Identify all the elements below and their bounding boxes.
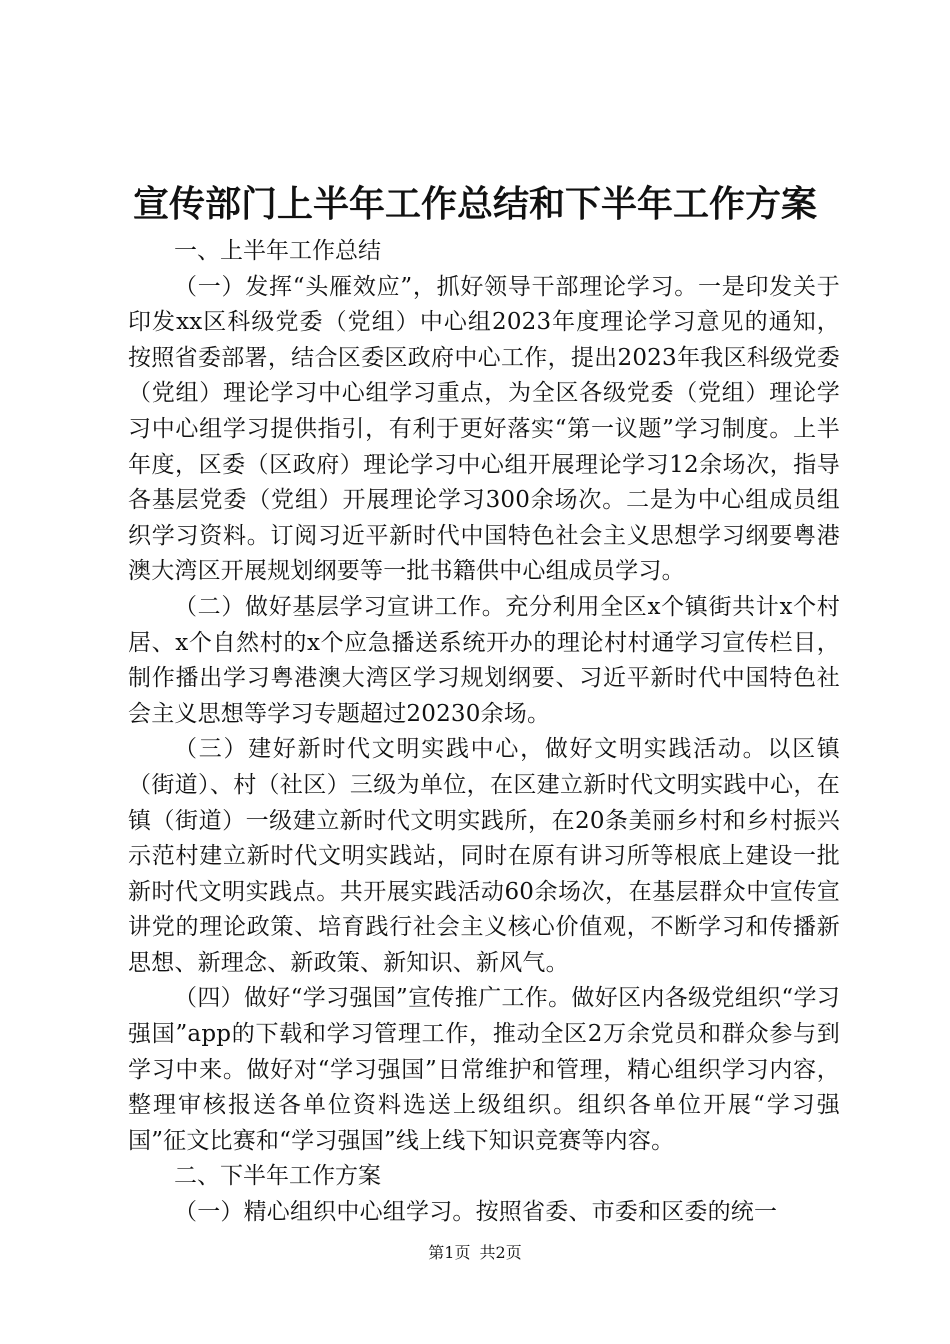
section-heading-2: 二、下半年工作方案 [174,1163,381,1190]
page-number: 第1页 [428,1243,471,1262]
paragraph-3: （三）建好新时代文明实践中心，做好文明实践活动。以区镇（街道）、村（社区）三级为单位，在区建立新时代文明实践中心，在镇（街道）一级建立新时代文明实践所，在20条美丽乡村和乡村振兴示范村建立新时代文明实践站，同时在原有讲习所等根底上建设一批新时代文明实践点。共开展实践活动60余场次，在基层群众中宣传宣讲党的理论政策、培育践行社会主义核心价值观，不断学习和传播新思想、新理念、新政策、新知识、新风气。 [128,736,840,976]
paragraph-1: （一）发挥“头雁效应”，抓好领导干部理论学习。一是印发关于印发xx区科级党委（党组）中心组2023年度理论学习意见的通知，按照省委部署，结合区委区政府中心工作，提出2023年我区科级党委（党组）理论学习中心组学习重点，为全区各级党委（党组）理论学习中心组学习提供指引，有利于更好落实“第一议题”学习制度。上半年度，区委（区政府）理论学习中心组开展理论学习12余场次，指导各基层党委（党组）开展理论学习300余场次。二是为中心组成员组织学习资料。订阅习近平新时代中国特色社会主义思想学习纲要粤港澳大湾区开展规划纲要等一批书籍供中心组成员学习。 [128,273,840,585]
section-heading-1: 一、上半年工作总结 [174,238,381,264]
document-body [128,234,840,1231]
paragraph-2: （二）做好基层学习宣讲工作。充分利用全区x个镇街共计x个村居、x个自然村的x个应急播送系统开办的理论村村通学习宣传栏目，制作播出学习粤港澳大湾区学习规划纲要、习近平新时代中国特色社会主义思想等学习专题超过20230余场。 [128,593,840,727]
document-title: 宣传部门上半年工作总结和下半年工作方案 [132,183,817,225]
page-total: 共2页 [479,1243,522,1262]
page-footer [0,1242,950,1264]
paragraph-4: （四）做好“学习强国”宣传推广工作。做好区内各级党组织“学习强国”app的下载和学习管理工作，推动全区2万余党员和群众参与到学习中来。做好对“学习强国”日常维护和管理，精心组织学习内容，整理审核报送各单位资料选送上级组织。组织各单位开展“学习强国”征文比赛和“学习强国”线上线下知识竞赛等内容。 [128,985,840,1154]
paragraph-5: （一）精心组织中心组学习。按照省委、市委和区委的统一 [174,1199,778,1226]
